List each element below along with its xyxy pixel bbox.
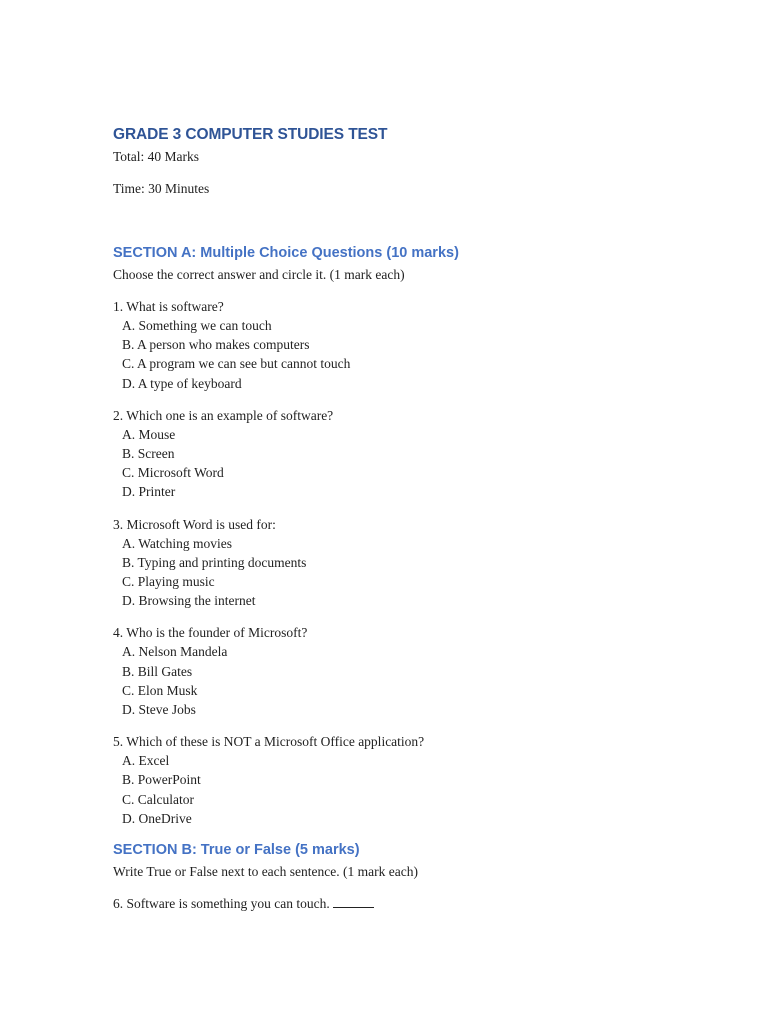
answer-option-d: D. Printer: [122, 484, 176, 500]
answer-options: [113, 642, 713, 719]
question-4: [113, 623, 713, 719]
answer-options: [113, 425, 713, 502]
answer-option-d: D. OneDrive: [122, 810, 192, 826]
time-limit: Time: 30 Minutes: [113, 181, 210, 196]
answer-option-b: B. Typing and printing documents: [122, 554, 307, 570]
question-text: 5. Which of these is NOT a Microsoft Office application?: [113, 734, 425, 750]
answer-option-c: C. Elon Musk: [122, 682, 198, 698]
question-text: 3. Microsoft Word is used for:: [113, 516, 276, 532]
question-text: 4. Who is the founder of Microsoft?: [113, 625, 308, 641]
question-text: 1. What is software?: [113, 299, 224, 314]
section-b-heading: SECTION B: True or False (5 marks): [113, 842, 360, 859]
answer-option-a: A. Watching movies: [122, 535, 233, 551]
total-marks: Total: 40 Marks: [113, 149, 200, 164]
answer-option-d: D. A type of keyboard: [122, 375, 242, 391]
answer-option-b: B. Bill Gates: [122, 663, 193, 679]
question-text: 6. Software is something you can touch.: [113, 896, 330, 912]
answer-option-b: B. A person who makes computers: [122, 337, 310, 353]
answer-option-c: C. Microsoft Word: [122, 465, 224, 481]
question-text: 2. Which one is an example of software?: [113, 407, 334, 423]
answer-option-a: A. Something we can touch: [122, 318, 272, 333]
answer-option-a: A. Excel: [122, 753, 170, 769]
answer-option-d: D. Browsing the internet: [122, 593, 256, 609]
section-a-heading: SECTION A: Multiple Choice Questions (10 marks): [113, 245, 459, 261]
answer-options: [113, 316, 713, 393]
answer-option-d: D. Steve Jobs: [122, 702, 196, 718]
answer-option-c: C. Playing music: [122, 574, 215, 590]
answer-option-c: C. Calculator: [122, 791, 194, 807]
section-b-instruction: Write True or False next to each sentence. (1 mark each): [113, 864, 418, 880]
question-2: [113, 406, 713, 502]
document-page: [113, 124, 713, 927]
question-1: [113, 297, 713, 393]
question-3: [113, 515, 713, 611]
section-a-instruction: Choose the correct answer and circle it. (1 mark each): [113, 267, 405, 282]
question-5: [113, 732, 713, 828]
answer-options: [113, 534, 713, 611]
document-title: GRADE 3 COMPUTER STUDIES TEST: [113, 126, 388, 143]
true-false-question-6: [113, 894, 713, 913]
answer-options: [113, 751, 713, 828]
answer-option-c: C. A program we can see but cannot touch: [122, 356, 351, 372]
answer-option-a: A. Mouse: [122, 426, 176, 442]
answer-blank[interactable]: [333, 895, 374, 908]
answer-option-b: B. Screen: [122, 446, 175, 462]
answer-option-a: A. Nelson Mandela: [122, 644, 228, 660]
answer-option-b: B. PowerPoint: [122, 772, 201, 788]
